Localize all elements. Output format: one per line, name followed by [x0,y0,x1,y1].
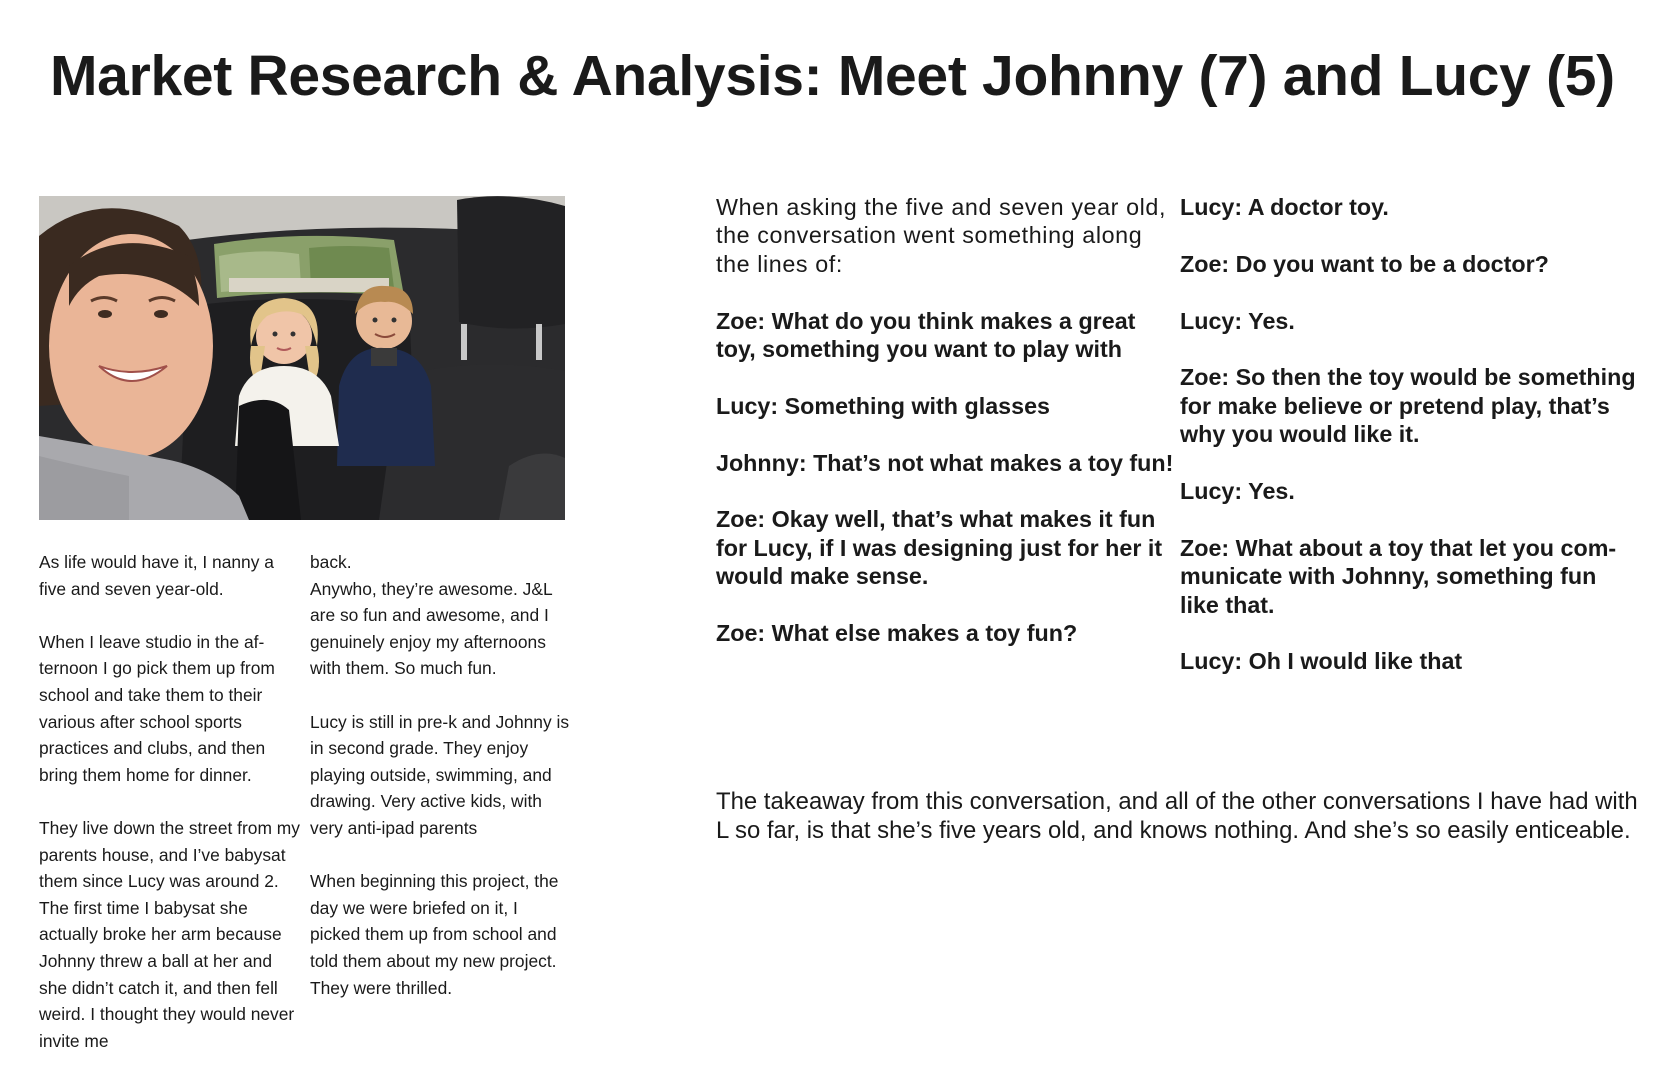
dialogue-line: Zoe: So then the toy would be something for make believe or pretend play, that’s why you would like it. [1180,364,1636,448]
takeaway-paragraph: The takeaway from this conversation, and all of the other conversations I have had with L so far, is that she’s five years old, and knows nothing. And she’s so easily enticeable. [716,788,1638,844]
body-paragraph: They live down the street from my parents house, and I’ve babysat them since Lucy was around 2. The first time I babysat she actually broke her arm because Johnny threw a ball at her and she didn’t catch it, and then fell weird. I thought they would never invite me [39,817,300,1051]
dialogue-line: Lucy: Oh I would like that [1180,648,1463,675]
dialogue-line: Lucy: A doctor toy. [1180,194,1389,220]
car-selfie-photo [39,196,565,520]
body-paragraph: back. [310,552,352,572]
body-paragraph: Lucy is still in pre-k and Johnny is in second grade. They enjoy playing outside, swimming, and drawing. Very active kids, with very anti-ipad parents [310,711,570,838]
body-paragraph: When I leave studio in the afternoon I go pick them up from school and take them to their various after school sports practices and clubs, and then bring them home for dinner. [39,631,275,785]
dialogue-line: Zoe: What about a toy that let you communicate with Johnny, something fun like that. [1180,534,1617,618]
dialogue-line: Johnny: That’s not what makes a toy fun! [716,449,1174,476]
dialogue-line: Lucy: Something with glasses [716,392,1050,419]
dialogue-line: Zoe: What else makes a toy fun? [716,620,1078,647]
conversation-column-a [716,193,1176,676]
conversation-column-b [1180,193,1640,704]
body-paragraph: As life would have it, I nanny a five and seven year-old. [39,552,274,599]
dialogue-line: Zoe: Okay well, that’s what makes it fun for Lucy, if I was designing just for her it would make sense. [716,506,1163,590]
body-text-column-2 [310,549,572,1001]
page-title: Market Research & Analysis: Meet Johnny (7) and Lucy (5) [50,44,1615,108]
dialogue-line: Lucy: Yes. [1180,307,1295,334]
dialogue-line: Lucy: Yes. [1180,478,1295,504]
conversation-intro: When asking the five and seven year old, the conversation went something along the lines of: [716,194,1167,277]
body-paragraph: Anywho, they’re awesome. J&L are so fun and awesome, and I genuinely enjoy my afternoons with them. So much fun. [310,578,552,679]
dialogue-line: Zoe: What do you think makes a great toy, something you want to play with [716,307,1136,363]
dialogue-line: Zoe: Do you want to be a doctor? [1180,250,1549,277]
body-paragraph: When beginning this project, the day we were briefed on it, I picked them up from school and told them about my new project. They were thrilled. [310,871,559,998]
body-text-column-1 [39,549,301,1054]
